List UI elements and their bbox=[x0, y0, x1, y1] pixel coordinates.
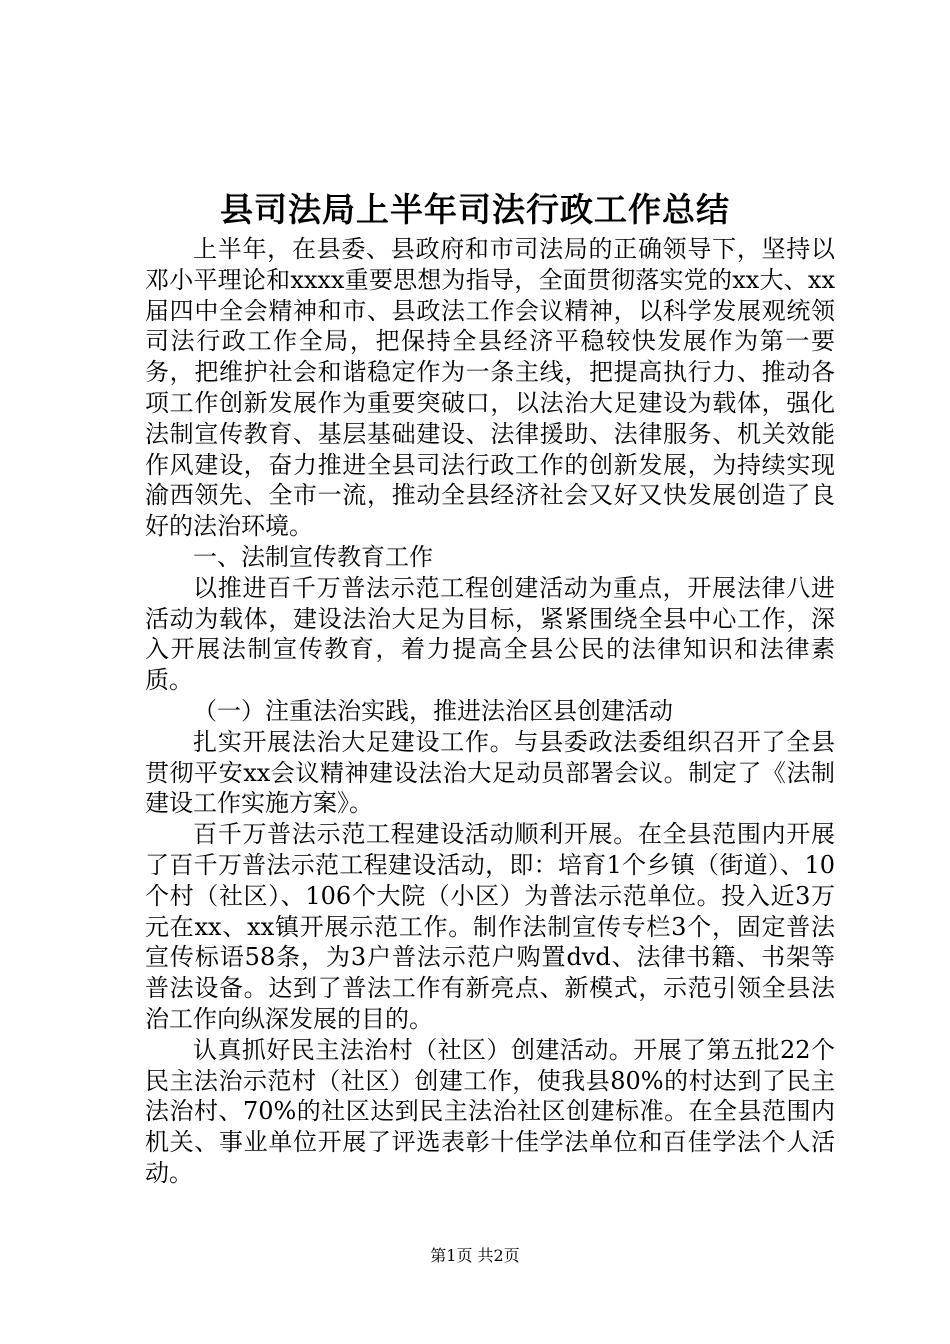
paragraph-intro: 上半年，在县委、县政府和市司法局的正确领导下，坚持以邓小平理论和xxxx重要思想为指导，全面贯彻落实党的xx大、xx届四中全会精神和市、县政法工作会议精神，以科学发展观统领司法行政工作全局，把保持全县经济平稳较快发展作为第一要务，把维护社会和谐稳定作为一条主线，把提高执行力、推动各项工作创新发展作为重要突破口，以法治大足建设为载体，强化法制宣传教育、基层基础建设、法律援助、法律服务、机关效能作风建设，奋力推进全县司法行政工作的创新发展，为持续实现渝西领先、全市一流，推动全县经济社会又好又快发展创造了良好的法治环境。 bbox=[145, 235, 835, 541]
section-heading-legal-education: 一、法制宣传教育工作 bbox=[193, 542, 433, 571]
paragraph-rule-of-law-dazu: 扎实开展法治大足建设工作。与县委政法委组织召开了全县贯彻平安xx会议精神建设法治大足动员部署会议。制定了《法制建设工作实施方案》。 bbox=[145, 727, 835, 818]
paragraph-democratic-villages: 认真抓好民主法治村（社区）创建活动。开展了第五批22个民主法治示范村（社区）创建工作，使我县80%的村达到了民主法治村、70%的社区达到民主法治社区创建标准。在全县范围内机关、事业单位开展了评选表彰十佳学法单位和百佳学法个人活动。 bbox=[145, 1035, 835, 1187]
paragraph-legal-education: 以推进百千万普法示范工程创建活动为重点，开展法律八进活动为载体，建设法治大足为目标，紧紧围绕全县中心工作，深入开展法制宣传教育，着力提高全县公民的法律知识和法律素质。 bbox=[145, 573, 835, 695]
document-body bbox=[145, 234, 835, 1189]
page-number-footer: 第1页 共2页 bbox=[430, 1246, 520, 1265]
document-title: 县司法局上半年司法行政工作总结 bbox=[220, 190, 730, 229]
paragraph-demonstration-project: 百千万普法示范工程建设活动顺利开展。在全县范围内开展了百千万普法示范工程建设活动，即：培育1个乡镇（街道）、10个村（社区）、106个大院（小区）为普法示范单位。投入近3万元在xx、xx镇开展示范工作。制作法制宣传专栏3个，固定普法宣传标语58条，为3户普法示范户购置dvd、法律书籍、书架等普法设备。达到了普法工作有新亮点、新模式，示范引领全县法治工作向纵深发展的目的。 bbox=[145, 820, 835, 1033]
subsection-heading-rule-of-law-practice: （一）注重法治实践，推进法治区县创建活动 bbox=[193, 696, 673, 725]
